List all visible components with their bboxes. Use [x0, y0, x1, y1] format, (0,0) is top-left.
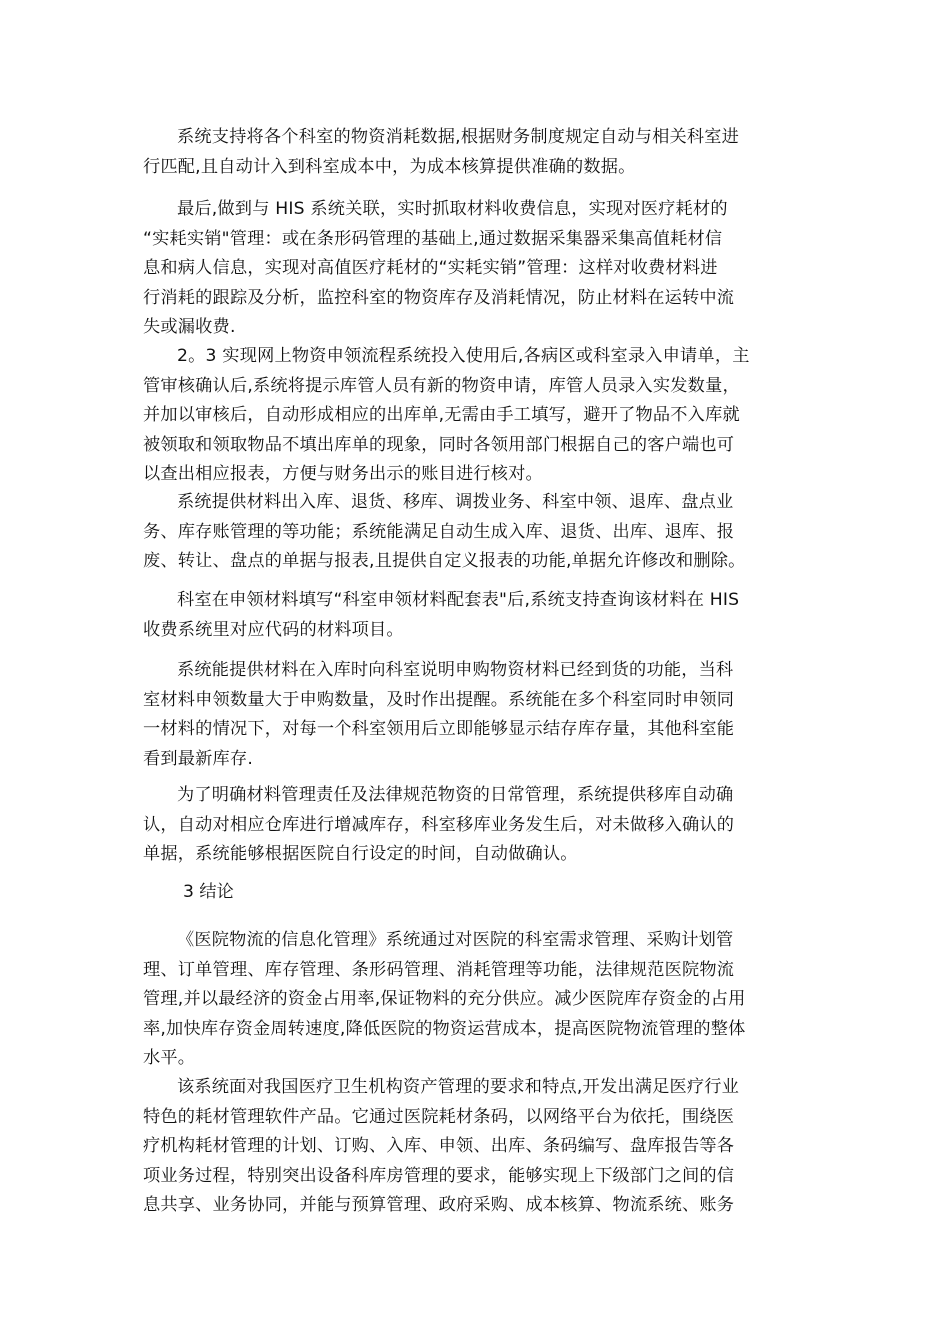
- paragraph-arrival-notice: 系统能提供材料在入库时向科室说明申购物资材料已经到货的功能，当科 室材料申领数量大于申购数量，及时作出提醒。系统能在多个科室同时申领同 一材料的情况下，对每一个科室领用后立即能够显示结存库存量，其他科室能 看到最新库存.: [143, 660, 735, 769]
- section-heading-conclusion: 3 结论: [183, 882, 234, 902]
- paragraph-conclusion-summary: 《医院物流的信息化管理》系统通过对医院的科室需求管理、采购计划管 理、订单管理、库存管理、条形码管理、消耗管理等功能，法律规范医院物流 管理,并以最经济的资金占用率,保证物料的充分供应。减少医院库存资金的占用 率,加快库存资金周转速度,降低医院的物资运营成本，提高医院物流管理的整体 水平。: [143, 930, 746, 1068]
- paragraph-consumption-matching: 系统支持将各个科室的物资消耗数据,根据财务制度规定自动与相关科室进 行匹配,且自动计入到科室成本中，为成本核算提供准确的数据。: [143, 127, 740, 177]
- paragraph-online-requisition: 2。3 实现网上物资申领流程系统投入使用后,各病区或科室录入申请单，主 管审核确认后,系统将提示库管人员有新的物资申请，库管人员录入实发数量， 并加以审核后，自动形成相应的出库单,无需由手工填写，避开了物品不入库就 被领取和领取物品不填出库单的现象，同时各领用部门根据自己的客户端也可 以查出相应报表，方便与财务出示的账目进行核对。: [143, 346, 750, 484]
- paragraph-requisition-form: 科室在申领材料填写“科室申领材料配套表"后,系统支持查询该材料在 HIS 收费系统里对应代码的材料项目。: [143, 590, 740, 640]
- paragraph-his-integration: 最后,做到与 HIS 系统关联，实时抓取材料收费信息，实现对医疗耗材的 “实耗实销"管理：或在条形码管理的基础上,通过数据采集器采集高值耗材信 息和病人信息，实现对高值医疗耗材的“实耗实销”管理：这样对收费材料进 行消耗的跟踪及分析，监控科室的物资库存及消耗情况，防止材料在运转中流 失或漏收费.: [143, 199, 735, 337]
- paragraph-inventory-functions: 系统提供材料出入库、退货、移库、调拨业务、科室中领、退库、盘点业 务、库存账管理的等功能；系统能满足自动生成入库、退货、出库、退库、报 废、转让、盘点的单据与报表,且提供自定义报表的功能,单据允许修改和删除。: [143, 492, 746, 571]
- paragraph-transfer-confirmation: 为了明确材料管理责任及法律规范物资的日常管理，系统提供移库自动确 认，自动对相应仓库进行增减库存，科室移库业务发生后，对未做移入确认的 单据，系统能够根据医院自行设定的时间，自动做确认。: [143, 785, 735, 864]
- paragraph-system-overview: 该系统面对我国医疗卫生机构资产管理的要求和特点,开发出满足医疗行业 特色的耗材管理软件产品。它通过医院耗材条码，以网络平台为依托，围绕医 疗机构耗材管理的计划、订购、入库、申领、出库、条码编写、盘库报告等各 项业务过程，特别突出设备科库房管理的要求，能够实现上下级部门之间的信 息共享、业务协同，并能与预算管理、政府采购、成本核算、物流系统、账务: [143, 1077, 740, 1215]
